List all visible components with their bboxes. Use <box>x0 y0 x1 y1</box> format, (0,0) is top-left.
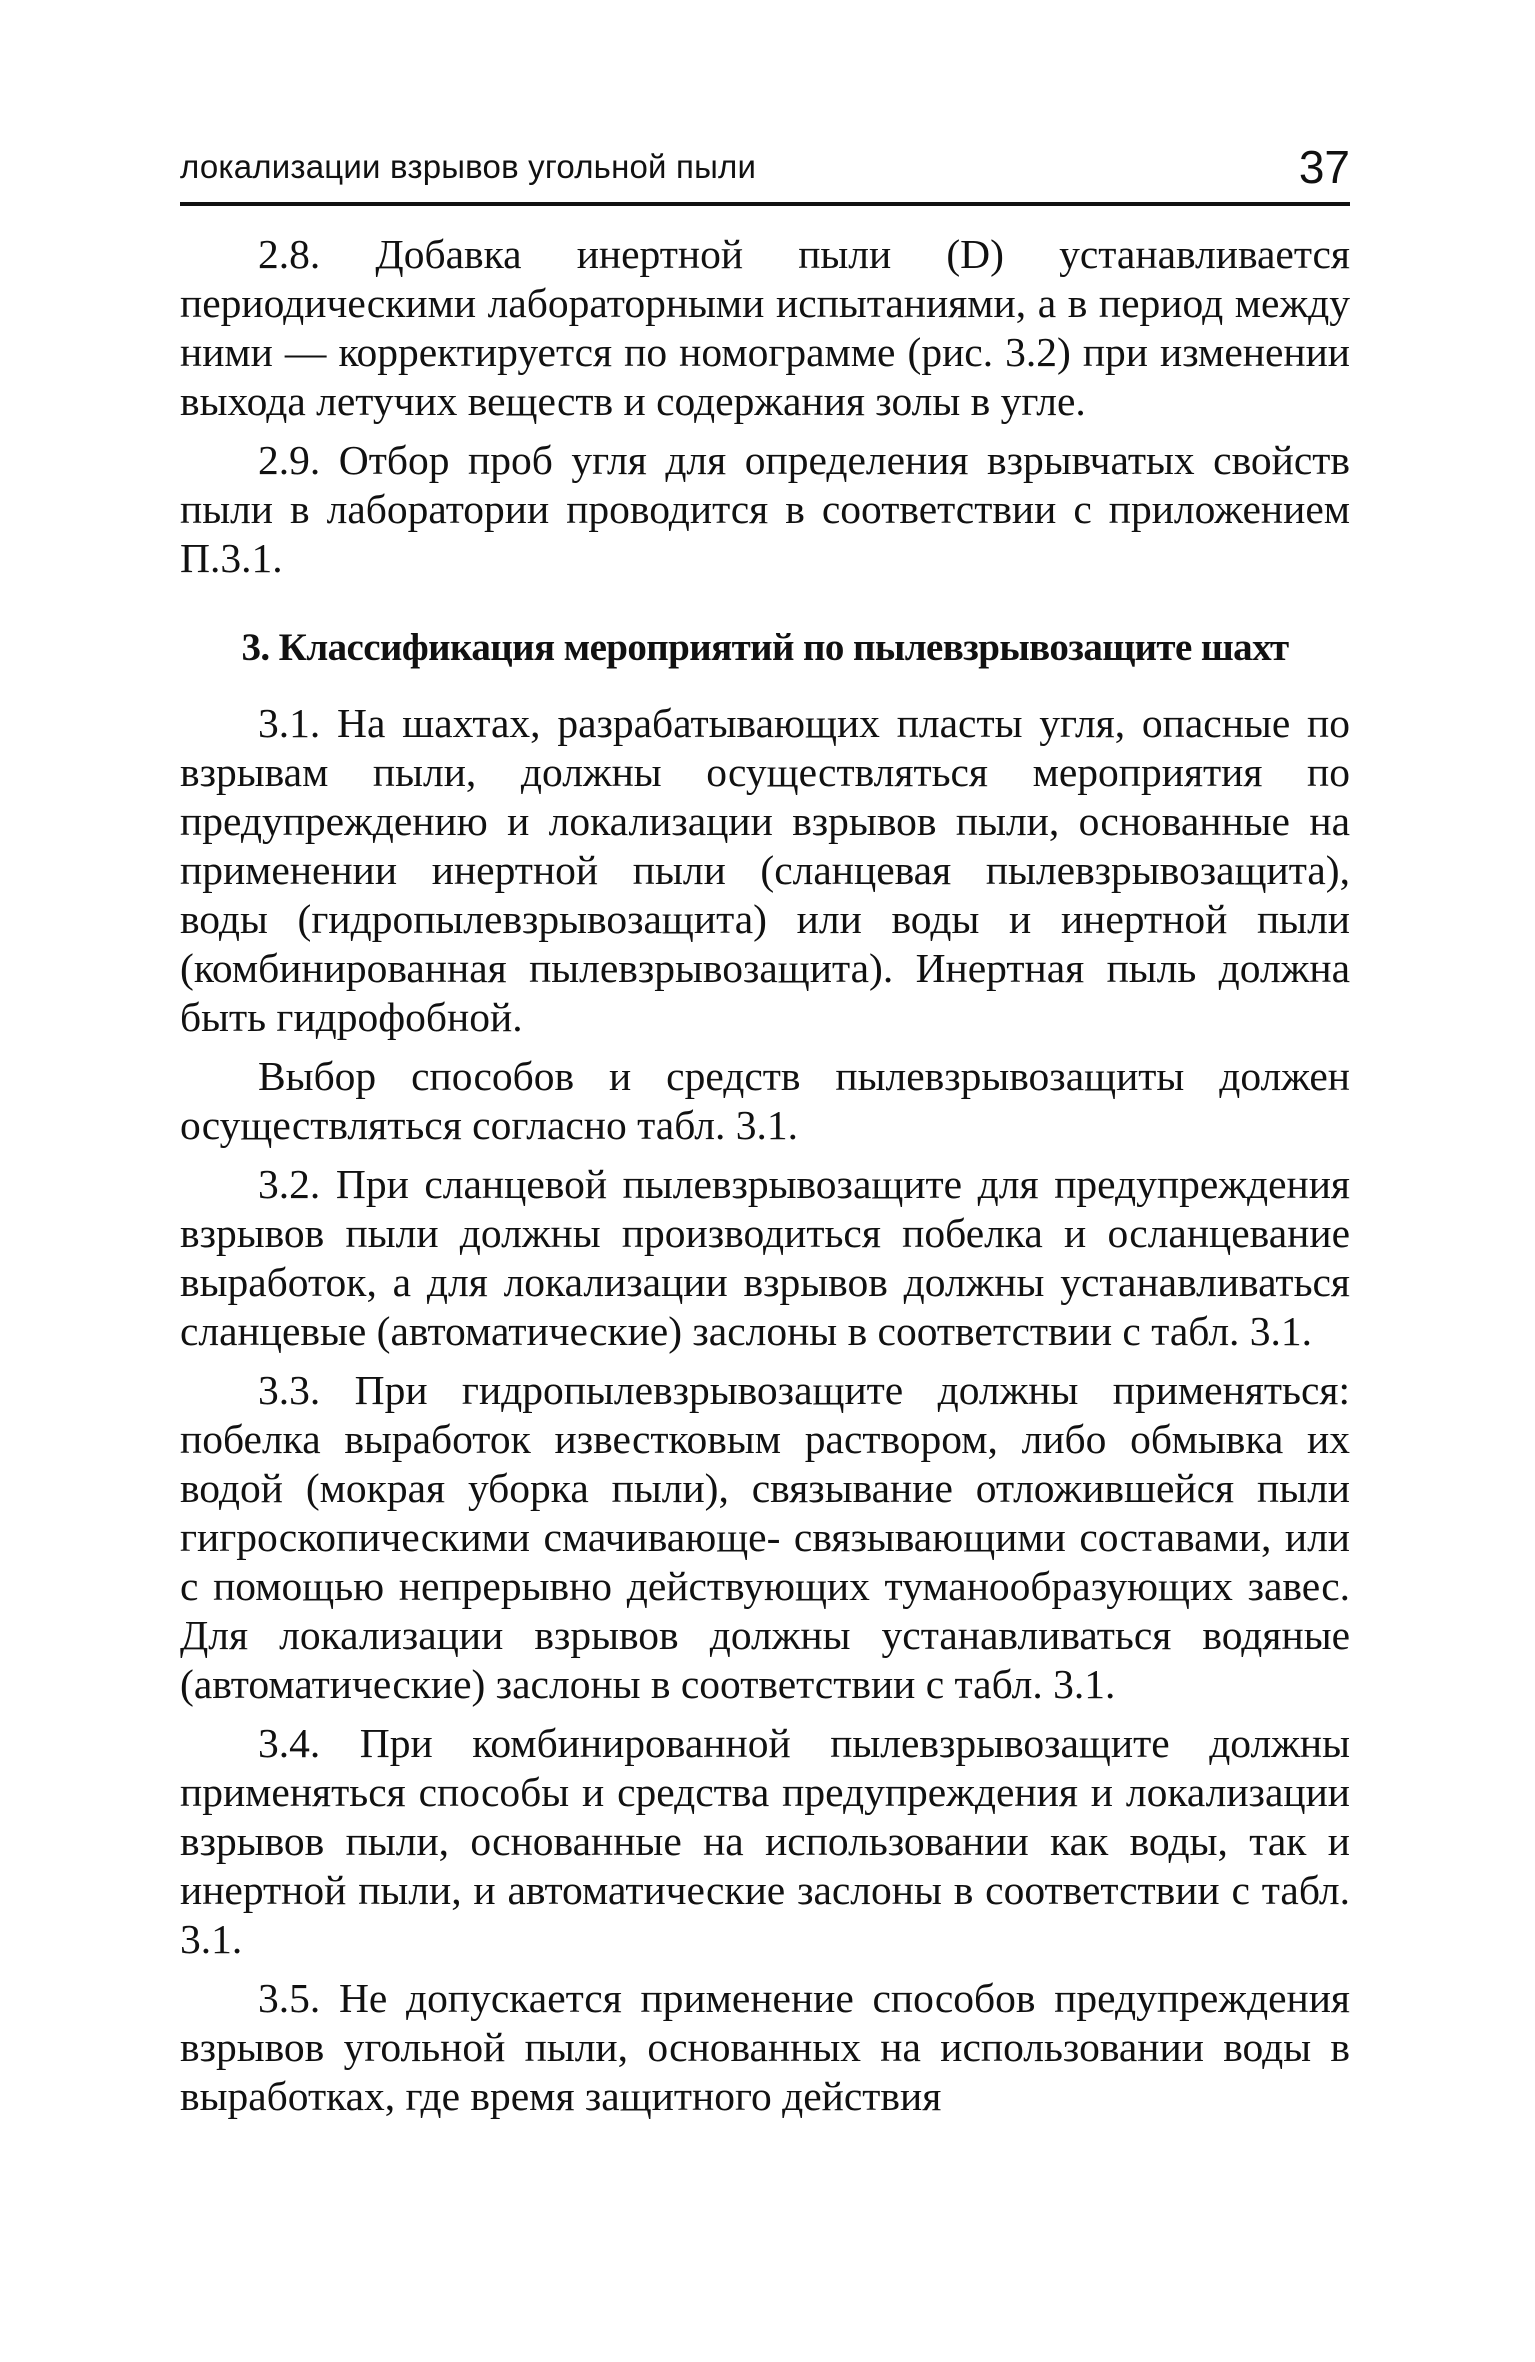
paragraph-3-4: 3.4. При комбинированной пылевзрывозащите должны применяться способы и средства предупреждения и локализации взрывов пыли, основанные на использовании как воды, так и инертной пыли, и автоматические заслоны в соответствии с табл. 3.1. <box>180 1720 1350 1962</box>
paragraph-3-5: 3.5. Не допускается применение способов предупреждения взрывов угольной пыли, основанных на использовании воды в выработках, где время защитного действия <box>180 1975 1350 2119</box>
paragraph-2-9: 2.9. Отбор проб угля для определения взрывчатых свойств пыли в лаборатории проводится в соответствии с приложением П.3.1. <box>180 437 1350 581</box>
paragraph-3-2: 3.2. При сланцевой пылевзрывозащите для предупреждения взрывов пыли должны производиться побелка и осланцевание выработок, а для локализации взрывов должны устанавливаться сланцевые (автоматические) заслоны в соответствии с табл. 3.1. <box>180 1161 1350 1354</box>
paragraph-2-8: 2.8. Добавка инертной пыли (D) устанавливается периодическими лабораторными испытаниями, а в период между ними — корректируется по номограмме (рис. 3.2) при изменении выхода летучих веществ и содержания золы в угле. <box>180 231 1350 424</box>
page-body <box>180 230 1350 2121</box>
paragraph-3-1: 3.1. На шахтах, разрабатывающих пласты угля, опасные по взрывам пыли, должны осуществляться мероприятия по предупреждению и локализации взрывов пыли, основанные на применении инертной пыли (сланцевая пылевзрывозащита), воды (гидропылевзрывозащита) или воды и инертной пыли (комбинированная пылевзрывозащита). Инертная пыль должна быть гидрофобной. <box>180 700 1350 1040</box>
running-head: локализации взрывов угольной пыли <box>180 148 757 185</box>
section-heading: 3. Классификация мероприятий по пылевзрывозащите шахт <box>241 626 1289 669</box>
paragraph-3-1-continued: Выбор способов и средств пылевзрывозащиты должен осуществляться согласно табл. 3.1. <box>180 1053 1350 1148</box>
header-rule <box>180 202 1350 206</box>
page-header <box>180 140 1350 200</box>
page-number: 37 <box>1298 141 1350 193</box>
paragraph-3-3: 3.3. При гидропылевзрывозащите должны применяться: побелка выработок известковым раствором, либо обмывка их водой (мокрая уборка пыли), связывание отложившейся пыли гигроскопическими смачивающе- связывающими составами, или с помощью непрерывно действующих туманообразующих завес. Для локализации взрывов должны устанавливаться водяные (автоматические) заслоны в соответствии с табл. 3.1. <box>180 1367 1350 1707</box>
